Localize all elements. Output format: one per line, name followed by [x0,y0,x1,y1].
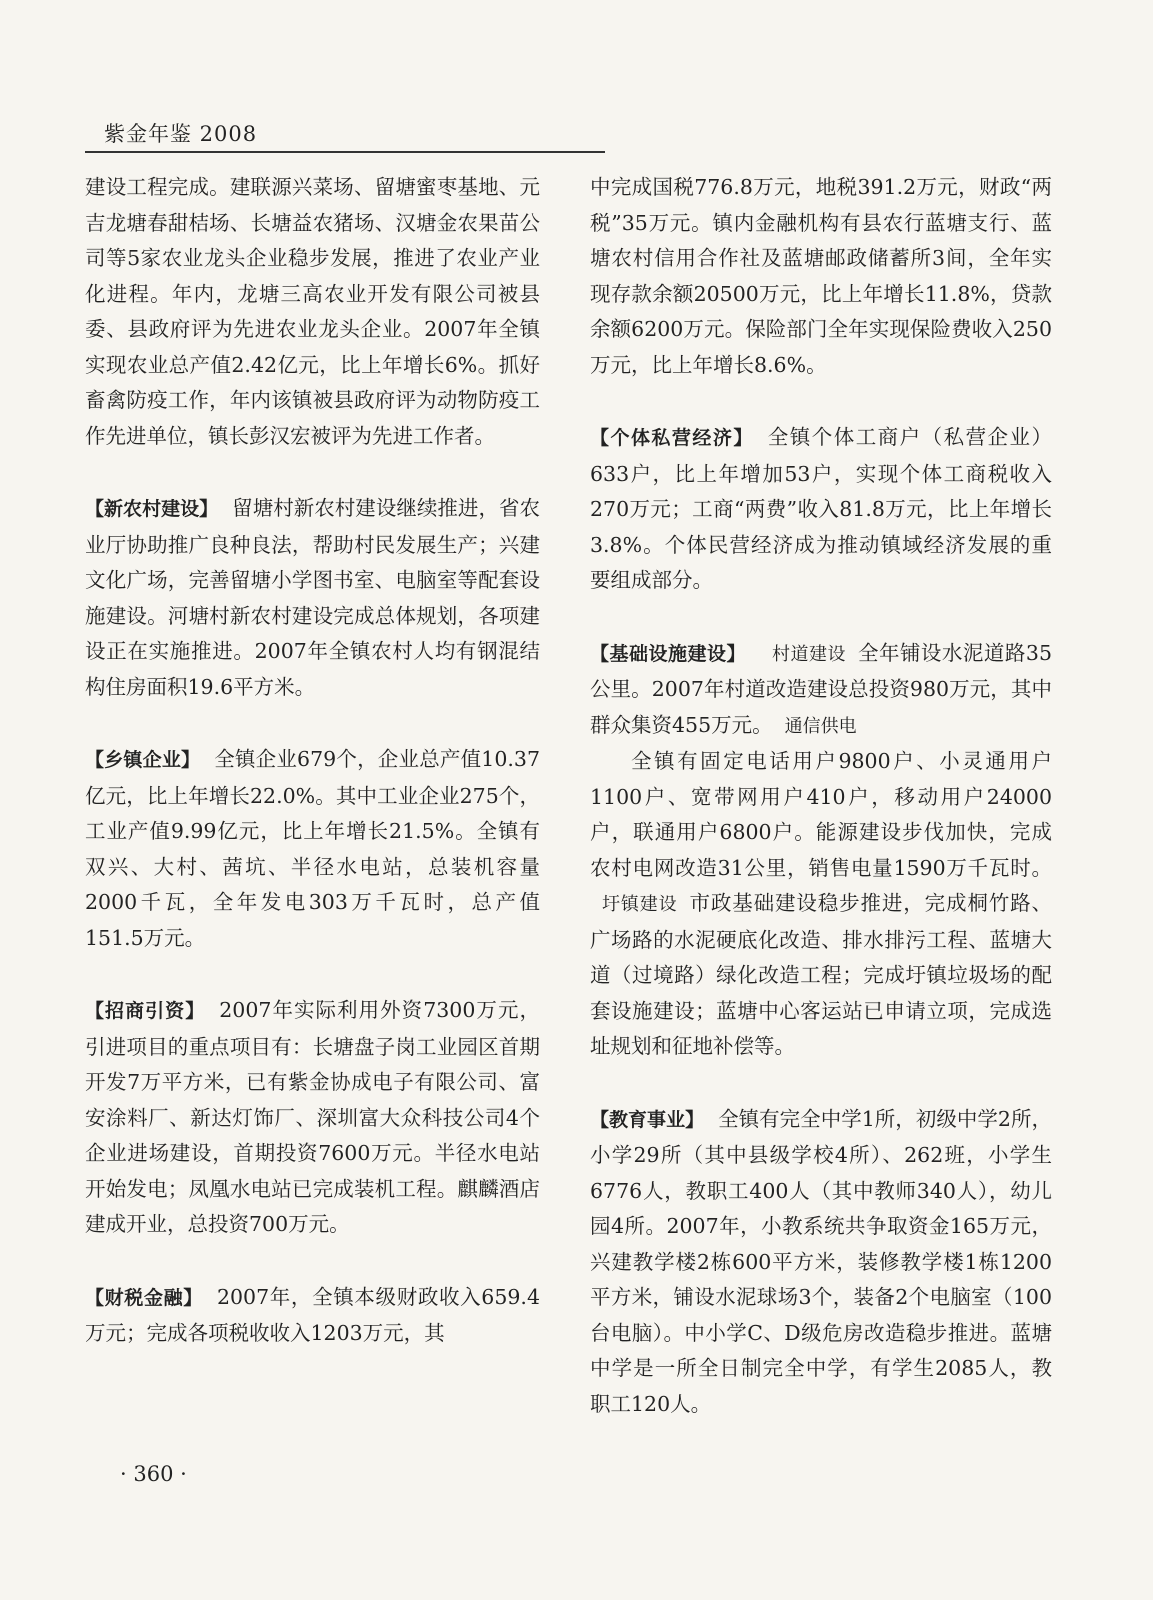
page-number: · 360 · [120,1462,187,1486]
section-finance-tax [85,1280,540,1352]
right-column [590,170,1052,1422]
section-text: 2007年，全镇本级财政收入659.4万元；完成各项税收收入1203万元，其 [85,1284,540,1345]
section-title: 【新农村建设】 [85,498,219,520]
section-title: 【个体私营经济】 [590,427,754,449]
intro-paragraph: 建设工程完成。建联源兴菜场、留塘蜜枣基地、元吉龙塘春甜桔场、长塘益农猪场、汉塘金农果苗公司等5家农业龙头企业稳步发展，推进了农业产业化进程。年内，龙塘三高农业开发有限公司被县委、县政府评为先进农业龙头企业。2007年全镇实现农业总产值2.42亿元，比上年增长6%。抓好畜禽防疫工作，年内该镇被县政府评为动物防疫工作先进单位，镇长彭汉宏被评为先进工作者。 [85,175,540,448]
subsection-text: 市政基础建设稳步推进，完成桐竹路、广场路的水泥硬底化改造、排水排污工程、蓝塘大道（过境路）绿化改造工程；完成圩镇垃圾场的配套设施建设；蓝塘中心客运站已申请立项，完成选址规划和征地补偿等。 [590,891,1052,1058]
subsection-text: 全年铺设水泥道路35公里。2007年村道改造建设总投资980万元，其中群众集资455万元。 [590,640,1052,737]
section-township-enterprise [85,742,540,956]
section-title: 【财税金融】 [85,1286,203,1309]
section-education [590,1102,1052,1423]
left-column [85,170,540,1352]
running-title: 紫金年鉴 2008 [104,122,258,146]
section-text: 留塘村新农村建设继续推进，省农业厅协助推广良种良法，帮助村民发展生产；兴建文化广场，完善留塘小学图书室、电脑室等配套设施建设。河塘村新农村建设完成总体规划，各项建设正在实施推进。2007年全镇农村人均有钢混结构住房面积19.6平方米。 [85,496,540,699]
section-private-economy [590,420,1052,599]
subsection-title-telecom: 通信供电 [784,715,857,737]
section-new-countryside [85,491,540,705]
section-title: 【招商引资】 [85,1000,206,1022]
section-text: 全镇企业679个，企业总产值10.37亿元，比上年增长22.0%。其中工业企业275个，工业产值9.99亿元，比上年增长21.5%。全镇有双兴、大村、茜坑、半径水电站，总装机容量2000千瓦，全年发电303万千瓦时，总产值151.5万元。 [85,747,540,950]
section-text: 全镇有完全中学1所，初级中学2所，小学29所（其中县级学校4所）、262班，小学生6776人，教职工400人（其中教师340人），幼儿园4所。2007年，小教系统共争取资金165万元，兴建教学楼2栋600平方米，装修教学楼1栋1200平方米，铺设水泥球场3个，装备2个电脑室（100台电脑）。中小学C、D级危房改造稳步推进。蓝塘中学是一所全日制完全中学，有学生2085人，教职工120人。 [590,1106,1052,1416]
section-title: 【乡镇企业】 [85,749,201,771]
section-title: 【教育事业】 [590,1108,705,1131]
section-text: 2007年实际利用外资7300万元，引进项目的重点项目有：长塘盘子岗工业园区首期开发7万平方米，已有紫金协成电子有限公司、富安涂料厂、新达灯饰厂、深圳富大众科技公司4个企业进场建设，首期投资7600万元。半径水电站开始发电；凤凰水电站已完成装机工程。麒麟酒店建成开业，总投资700万元。 [85,998,540,1236]
section-text: 全镇个体工商户（私营企业）633户，比上年增加53户，实现个体工商税收入270万元；工商“两费”收入81.8万元，比上年增长3.8%。个体民营经济成为推动镇域经济发展的重要组成部分。 [590,425,1052,592]
subsection-title-village-road: 村道建设 [771,643,846,665]
subsection-text: 全镇有固定电话用户9800户、小灵通用户1100户、宽带网用户410户，移动用户24000户，联通用户6800户。能源建设步伐加快，完成农村电网改造31公里，销售电量1590万千瓦时。 [590,749,1052,880]
section-infrastructure [590,636,1052,745]
section-investment [85,993,540,1243]
infrastructure-continued [590,744,1052,1065]
section-title: 【基础设施建设】 [590,642,746,665]
header-divider [85,151,605,153]
subsection-title-town: 圩镇建设 [602,894,678,915]
finance-continuation: 中完成国税776.8万元，地税391.2万元，财政“两税”35万元。镇内金融机构有县农行蓝塘支行、蓝塘农村信用合作社及蓝塘邮政储蓄所3间，全年实现存款余额20500万元，比上年增长11.8%，贷款余额6200万元。保险部门全年实现保险费收入250万元，比上年增长8.6%。 [590,175,1052,377]
